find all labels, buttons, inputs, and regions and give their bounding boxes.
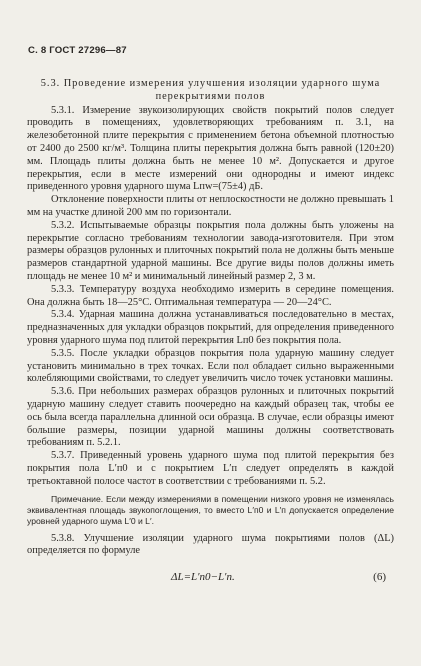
paragraph-5-3-8: 5.3.8. Улучшение изоляции ударного шума покрытиями полов (ΔL) определяется по формуле [27,532,394,557]
paragraph-deviation: Отклонение поверхности плиты от неплоскостности не должно превышать 1 мм на участке длиной 200 мм по горизонтали. [27,194,394,218]
paragraph-5-3-7: 5.3.7. Приведенный уровень ударного шума под плитой перекрытия без покрытия пола L′п0 и с покрытием L′п следует определять в каждой третьоктавной полосе частот в соответствии с требованиями п. 5.2. [27,450,394,487]
paragraph-5-3-4: 5.3.4. Ударная машина должна устанавливаться последовательно в местах, предназначенных для укладки образцов покрытий, для определения приведенного уровня ударного шума под плитой перекрытия Lп0 без покрытия пола. [27,309,394,346]
paragraph-5-3-2: 5.3.2. Испытываемые образцы покрытия пола должны быть уложены на перекрытие согласно требованиям технологии завода-изготовителя. При этом размеры образцов рулонных и плиточных покрытий пола не должны быть меньше размеров стандартной ударной машины. Все другие виды полов должны иметь площадь не менее 10 м² и минимальный линейный размер 2, 3 м. [27,219,394,282]
page-header: С. 8 ГОСТ 27296—87 [28,45,127,56]
section-title: 5.3. Проведение измерения улучшения изоляции ударного шума перекрытиями полов [40,78,381,102]
paragraph-5-3-5: 5.3.5. После укладки образцов покрытия пола ударную машину следует установить минимально в трех точках. Если пол обладает сильно выраженными колебляющими свойствами, то следует увеличить число точек установки машины. [27,347,394,385]
paragraph-5-3-6: 5.3.6. При небольших размерах образцов рулонных и плиточных покрытий ударную машину следует ставить поочередно на каждый образец так, чтобы ее ось была всегда параллельна длинной оси образца. В случае, если образцы имеют большие размеры, позиции ударной машины должны соответствовать требованиям п. 5.2.1. [27,386,394,449]
paragraph-5-3-1: 5.3.1. Измерение звукоизолирующих свойств покрытий полов следует проводить в помещениях, удовлетворяющих требованиям п. 3.1, на железобетонной плите перекрытия с применением бетона объемной плотностью от 2400 до 2500 кг/м³. Толщина плиты перекрытия должна быть равной (120±20) мм. Площадь плиты должна быть не менее 10 м². Допускается и другое перекрытия, если в месте измерений они однородны и имеют индекс приведенного уровня ударного шума Lпw=(75±4) дБ. [27,104,394,193]
formula-expression: ΔL=L′п0−L′п. [171,571,235,584]
note: Примечание. Если между измерениями в помещении низкого уровня не изменялась эквивалентная площадь звукопоглощения, то вместо L′п0 и L′п допускается определение уровней ударного шума L′0 и L′. [27,493,394,526]
paragraph-5-3-3: 5.3.3. Температуру воздуха необходимо измерить в середине помещения. Она должна быть 18—25°С. Оптимальная температура — 20—24°С. [27,283,394,308]
formula-6 [27,570,394,584]
formula-number: (6) [373,571,386,584]
